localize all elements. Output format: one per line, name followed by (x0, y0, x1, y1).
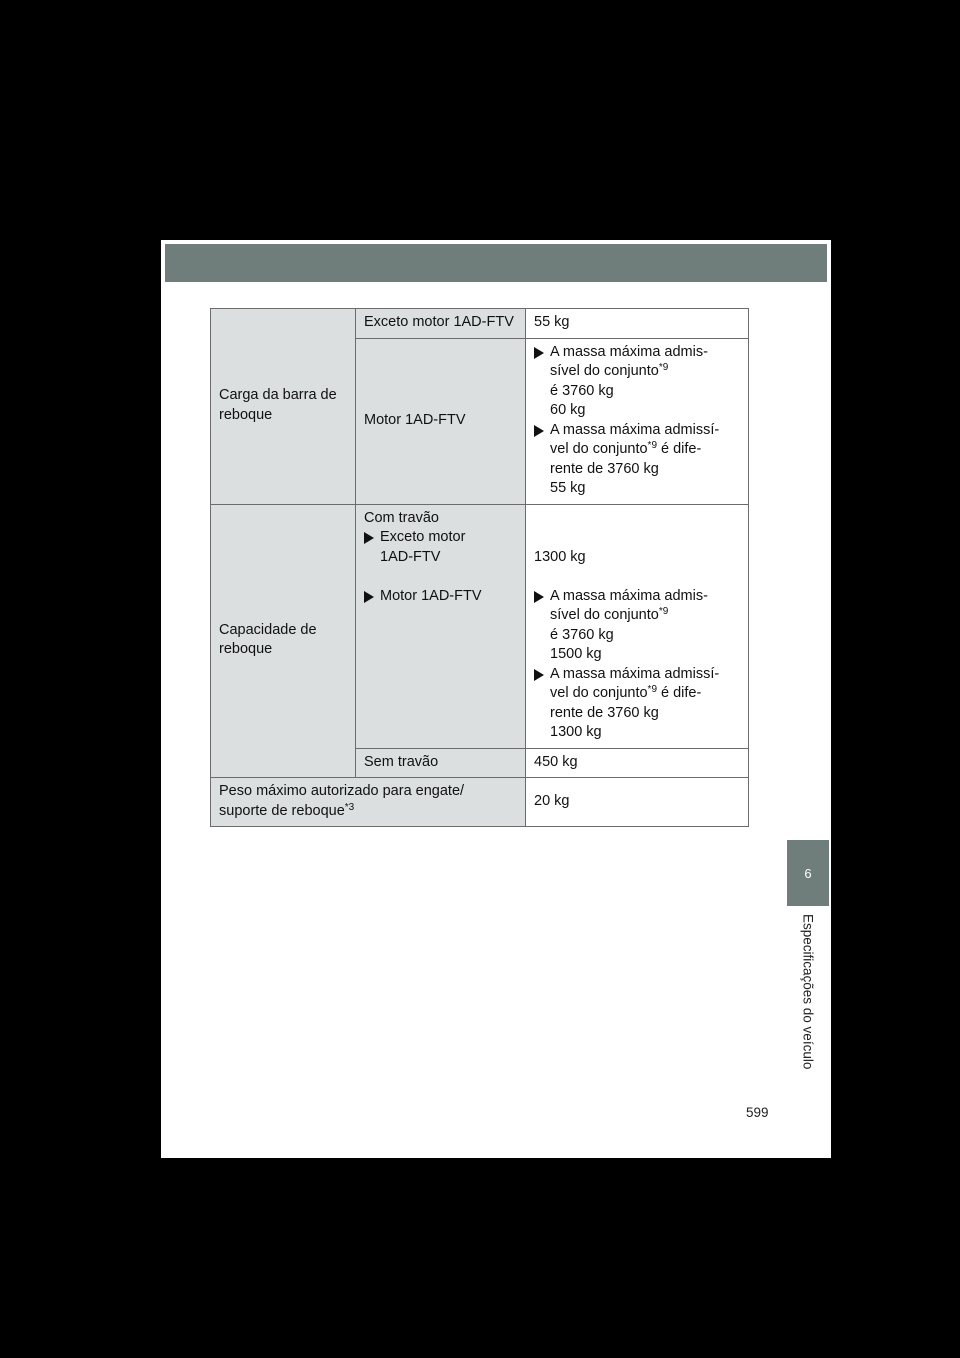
condition-text: A massa máxima admissí- (550, 421, 720, 438)
condition-text: A massa máxima admissí- (550, 665, 720, 682)
engine-label: Exceto motor 1AD-FTV (364, 314, 514, 330)
condition-text (550, 362, 708, 382)
value-text: 1300 kg (534, 548, 586, 565)
manual-page (161, 240, 831, 1158)
spacer (534, 509, 740, 529)
unbraked-title: Sem travão (364, 753, 439, 770)
condition-text (550, 606, 708, 626)
value-text: 450 kg (534, 753, 578, 770)
hitch-label-text (219, 802, 517, 822)
value-text: 60 kg (550, 402, 586, 418)
towing-capacity-text: Capacidade de reboque (219, 621, 317, 658)
towing-capacity-label (211, 504, 356, 778)
engine-label: Motor 1AD-FTV (364, 411, 466, 428)
footnote-ref: *9 (647, 440, 657, 451)
drawbar-engine-cell (356, 338, 526, 504)
condition-text: A massa máxima admis- (550, 587, 708, 604)
hitch-label-text: Peso máximo autorizado para engate/ (219, 783, 465, 799)
arrow-bullet-icon (364, 532, 374, 544)
condition-text: vel do conjunto (550, 441, 648, 457)
value-text: 20 kg (534, 792, 570, 809)
condition-text: é 3760 kg (550, 626, 614, 643)
bullet-item (534, 665, 740, 743)
condition-text: A massa máxima admis- (550, 343, 708, 360)
bullet-item (534, 343, 740, 421)
drawbar-value-cell (526, 309, 749, 339)
condition-text: rente de 3760 kg (550, 460, 659, 477)
footnote-ref: *3 (344, 801, 355, 813)
condition-text: é dife- (657, 441, 702, 457)
table-row (211, 504, 749, 748)
engine-label: 1AD-FTV (380, 548, 441, 565)
engine-label: Exceto motor (380, 529, 466, 545)
bullet-item (364, 587, 517, 607)
engine-label: Motor 1AD-FTV (380, 587, 482, 604)
chapter-tab (787, 840, 829, 906)
table-row (211, 778, 749, 827)
value-text: 1300 kg (550, 724, 602, 740)
hitch-weight-label (211, 778, 526, 827)
chapter-number: 6 (804, 865, 812, 881)
arrow-bullet-icon (534, 669, 544, 681)
braked-engine-cell (356, 504, 526, 748)
condition-text: sível do conjunto (550, 607, 659, 623)
table-row (211, 309, 749, 339)
arrow-bullet-icon (534, 347, 544, 359)
unbraked-cell (356, 748, 526, 778)
value-text: 55 kg (550, 480, 586, 496)
condition-text: vel do conjunto (550, 685, 648, 701)
drawbar-value-cell (526, 338, 749, 504)
arrow-bullet-icon (364, 591, 374, 603)
braked-title: Com travão (364, 509, 439, 526)
hitch-label-text: suporte de reboque (219, 802, 345, 819)
footnote-ref: *9 (658, 362, 669, 373)
footnote-ref: *9 (658, 606, 669, 617)
bullet-item (534, 587, 740, 665)
hitch-value-cell (526, 778, 749, 827)
unbraked-value-cell (526, 748, 749, 778)
value-text: 1500 kg (550, 646, 602, 662)
value-text: 55 kg (534, 314, 570, 330)
condition-text (550, 440, 719, 460)
header-band (165, 244, 827, 282)
bullet-item (364, 528, 517, 567)
condition-text: sível do conjunto (550, 363, 659, 379)
bullet-item (534, 421, 740, 499)
condition-text (550, 684, 719, 704)
drawbar-load-text: Carga da barra de reboque (219, 387, 337, 423)
condition-text: é 3760 kg (550, 382, 614, 399)
footnote-ref: *9 (647, 684, 657, 695)
chapter-title: Especificações do veículo (800, 914, 816, 1070)
spacer (534, 528, 740, 548)
spacer (534, 567, 740, 587)
spacer (364, 567, 517, 587)
page-number: 599 (746, 1105, 769, 1120)
braked-value-cell (526, 504, 749, 748)
arrow-bullet-icon (534, 425, 544, 437)
condition-text: é dife- (657, 685, 702, 701)
arrow-bullet-icon (534, 591, 544, 603)
towing-spec-table (210, 308, 749, 827)
drawbar-load-label (211, 309, 356, 505)
drawbar-engine-cell (356, 309, 526, 339)
condition-text: rente de 3760 kg (550, 704, 659, 721)
